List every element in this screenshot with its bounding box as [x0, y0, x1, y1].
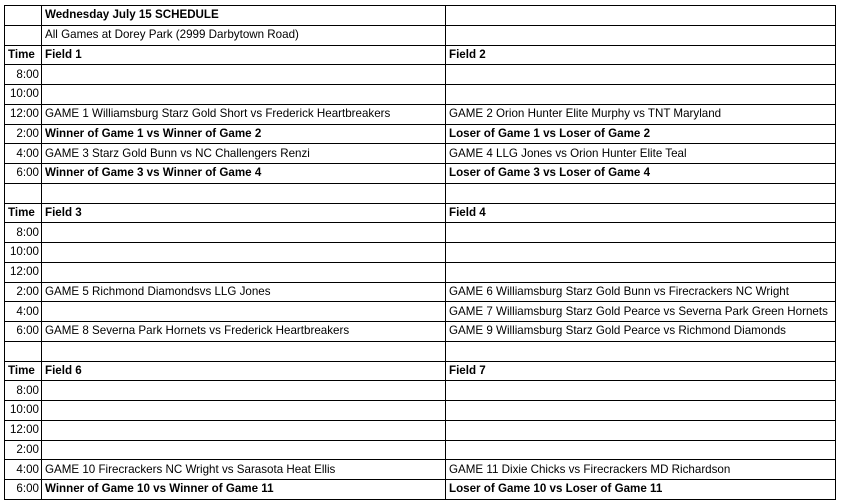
game-cell-left[interactable]: GAME 5 Richmond Diamondsvs LLG Jones: [42, 282, 446, 302]
time-cell[interactable]: 4:00: [5, 144, 42, 164]
game-cell-left[interactable]: Winner of Game 1 vs Winner of Game 2: [42, 124, 446, 144]
game-cell-right[interactable]: Loser of Game 3 vs Loser of Game 4: [446, 164, 836, 184]
time-header[interactable]: Time: [5, 203, 42, 223]
time-slot-row: [5, 322, 836, 342]
time-slot-row: [5, 104, 836, 124]
field-header-right[interactable]: Field 2: [446, 45, 836, 65]
time-cell[interactable]: 10:00: [5, 243, 42, 263]
time-slot-row: [5, 223, 836, 243]
game-cell-left[interactable]: [42, 65, 446, 85]
game-cell-left[interactable]: GAME 10 Firecrackers NC Wright vs Sarasota Heat Ellis: [42, 460, 446, 480]
game-cell-left[interactable]: GAME 8 Severna Park Hornets vs Frederick Heartbreakers: [42, 322, 446, 342]
game-cell-left[interactable]: [42, 440, 446, 460]
empty-cell[interactable]: [5, 183, 42, 203]
game-cell-left[interactable]: [42, 223, 446, 243]
schedule-sheet: [4, 5, 836, 500]
field-header-left[interactable]: Field 3: [42, 203, 446, 223]
time-cell[interactable]: 12:00: [5, 262, 42, 282]
schedule-table: [4, 5, 836, 500]
field-header-left[interactable]: Field 1: [42, 45, 446, 65]
game-cell-left[interactable]: [42, 420, 446, 440]
location-row: [5, 25, 836, 45]
time-cell[interactable]: 8:00: [5, 65, 42, 85]
time-cell[interactable]: 12:00: [5, 420, 42, 440]
game-cell-right[interactable]: GAME 7 Williamsburg Starz Gold Pearce vs Severna Park Green Hornets: [446, 302, 836, 322]
game-cell-right[interactable]: GAME 9 Williamsburg Starz Gold Pearce vs Richmond Diamonds: [446, 322, 836, 342]
game-cell-right[interactable]: Loser of Game 10 vs Loser of Game 11: [446, 480, 836, 500]
game-cell-right[interactable]: [446, 262, 836, 282]
game-cell-right[interactable]: [446, 381, 836, 401]
time-slot-row: [5, 401, 836, 421]
game-cell-right[interactable]: [446, 401, 836, 421]
spacer-row: [5, 183, 836, 203]
empty-cell[interactable]: [446, 183, 836, 203]
empty-cell[interactable]: [42, 341, 446, 361]
time-cell[interactable]: 6:00: [5, 164, 42, 184]
time-cell[interactable]: 10:00: [5, 85, 42, 105]
time-header[interactable]: Time: [5, 45, 42, 65]
field-header-row: [5, 45, 836, 65]
field-header-row: [5, 361, 836, 381]
time-slot-row: [5, 65, 836, 85]
time-slot-row: [5, 440, 836, 460]
game-cell-left[interactable]: [42, 262, 446, 282]
time-cell[interactable]: 4:00: [5, 460, 42, 480]
time-cell[interactable]: 6:00: [5, 480, 42, 500]
time-cell[interactable]: 8:00: [5, 381, 42, 401]
empty-cell[interactable]: [446, 341, 836, 361]
field-header-row: [5, 203, 836, 223]
time-header[interactable]: Time: [5, 361, 42, 381]
field-header-left[interactable]: Field 6: [42, 361, 446, 381]
time-cell[interactable]: 8:00: [5, 223, 42, 243]
game-cell-right[interactable]: [446, 85, 836, 105]
game-cell-right[interactable]: [446, 223, 836, 243]
field-header-right[interactable]: Field 7: [446, 361, 836, 381]
game-cell-right[interactable]: GAME 4 LLG Jones vs Orion Hunter Elite Teal: [446, 144, 836, 164]
time-slot-row: [5, 381, 836, 401]
time-cell[interactable]: 4:00: [5, 302, 42, 322]
game-cell-right[interactable]: GAME 2 Orion Hunter Elite Murphy vs TNT Maryland: [446, 104, 836, 124]
game-cell-right[interactable]: GAME 6 Williamsburg Starz Gold Bunn vs Firecrackers NC Wright: [446, 282, 836, 302]
time-slot-row: [5, 282, 836, 302]
game-cell-right[interactable]: GAME 11 Dixie Chicks vs Firecrackers MD Richardson: [446, 460, 836, 480]
time-slot-row: [5, 85, 836, 105]
location-spacer-cell[interactable]: [5, 25, 42, 45]
schedule-title[interactable]: Wednesday July 15 SCHEDULE: [42, 6, 446, 26]
time-slot-row: [5, 124, 836, 144]
title-spacer-cell[interactable]: [5, 6, 42, 26]
field-header-right[interactable]: Field 4: [446, 203, 836, 223]
game-cell-left[interactable]: Winner of Game 10 vs Winner of Game 11: [42, 480, 446, 500]
time-slot-row: [5, 164, 836, 184]
time-cell[interactable]: 2:00: [5, 282, 42, 302]
time-cell[interactable]: 10:00: [5, 401, 42, 421]
time-cell[interactable]: 12:00: [5, 104, 42, 124]
empty-cell[interactable]: [42, 183, 446, 203]
location-text[interactable]: All Games at Dorey Park (2999 Darbytown Road): [42, 25, 446, 45]
title-row: [5, 6, 836, 26]
game-cell-right[interactable]: [446, 65, 836, 85]
game-cell-left[interactable]: Winner of Game 3 vs Winner of Game 4: [42, 164, 446, 184]
game-cell-left[interactable]: [42, 85, 446, 105]
time-slot-row: [5, 262, 836, 282]
game-cell-left[interactable]: GAME 1 Williamsburg Starz Gold Short vs Frederick Heartbreakers: [42, 104, 446, 124]
game-cell-right[interactable]: [446, 243, 836, 263]
empty-cell[interactable]: [5, 341, 42, 361]
game-cell-left[interactable]: [42, 302, 446, 322]
time-slot-row: [5, 302, 836, 322]
game-cell-left[interactable]: [42, 381, 446, 401]
time-slot-row: [5, 243, 836, 263]
game-cell-right[interactable]: [446, 440, 836, 460]
game-cell-right[interactable]: [446, 420, 836, 440]
time-slot-row: [5, 420, 836, 440]
game-cell-right[interactable]: Loser of Game 1 vs Loser of Game 2: [446, 124, 836, 144]
time-slot-row: [5, 460, 836, 480]
time-cell[interactable]: 6:00: [5, 322, 42, 342]
time-cell[interactable]: 2:00: [5, 440, 42, 460]
time-cell[interactable]: 2:00: [5, 124, 42, 144]
time-slot-row: [5, 144, 836, 164]
time-slot-row: [5, 480, 836, 500]
game-cell-left[interactable]: [42, 401, 446, 421]
game-cell-left[interactable]: [42, 243, 446, 263]
location-right-cell[interactable]: [446, 25, 836, 45]
title-right-cell[interactable]: [446, 6, 836, 26]
spacer-row: [5, 341, 836, 361]
game-cell-left[interactable]: GAME 3 Starz Gold Bunn vs NC Challengers Renzi: [42, 144, 446, 164]
